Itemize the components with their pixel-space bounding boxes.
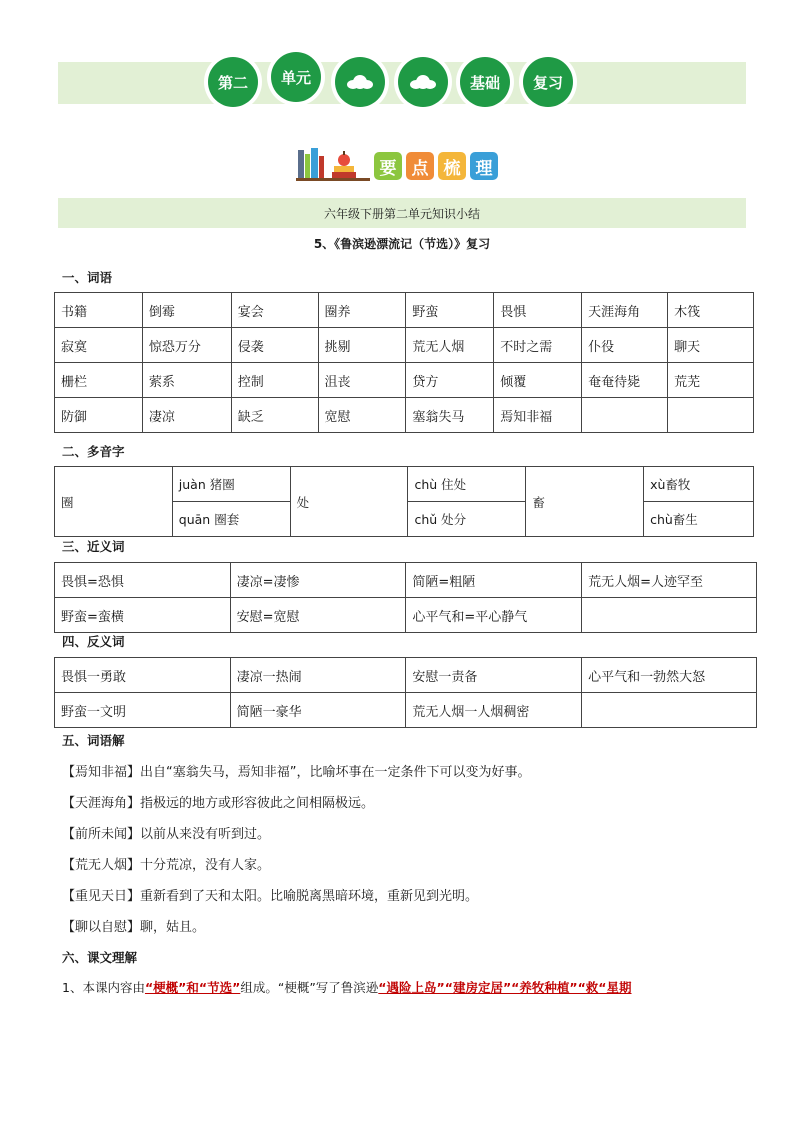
header-circle-4	[394, 53, 452, 111]
table-cell: 焉知非福	[494, 398, 582, 433]
antonyms-table	[54, 657, 757, 728]
section-heading-synonyms: 三、近义词	[62, 539, 125, 554]
table-cell: 控制	[231, 363, 318, 398]
polyphone-table	[54, 466, 754, 537]
synonyms-table	[54, 562, 757, 633]
section-heading-understanding: 六、课文理解	[62, 950, 138, 965]
table-cell: 畏惧一勇敢	[55, 658, 231, 693]
explanation-line-5: 【重见天日】重新看到了天和太阳。比喻脱离黑暗环境，重新见到光明。	[62, 889, 479, 904]
table-cell: 荒无人烟	[406, 328, 494, 363]
logo-tile-1: 要	[374, 152, 402, 180]
table-cell: 奄奄待毙	[582, 363, 668, 398]
polyphone-reading: chù畜生	[644, 502, 754, 537]
section-heading-antonyms: 四、反义词	[62, 634, 125, 649]
polyphone-reading: chǔ 处分	[408, 502, 526, 537]
understanding-text: 1、本课内容由	[62, 980, 145, 995]
header-circle-6	[519, 53, 577, 111]
understanding-line-1	[62, 978, 632, 996]
table-cell: 倾覆	[494, 363, 582, 398]
table-cell	[668, 398, 754, 433]
logo-tile-2: 点	[406, 152, 434, 180]
header-circle-text-1: 第二	[208, 57, 258, 107]
table-cell: 畏惧=恐惧	[55, 563, 231, 598]
logo-tile-4: 理	[470, 152, 498, 180]
table-cell: 简陋一豪华	[230, 693, 406, 728]
books-icon	[296, 146, 370, 182]
table-cell: 不时之需	[494, 328, 582, 363]
table-cell: 防御	[55, 398, 143, 433]
table-cell: 天涯海角	[582, 293, 668, 328]
table-cell: 贷方	[406, 363, 494, 398]
table-cell: 倒霉	[142, 293, 231, 328]
subtitle-bar	[58, 198, 746, 228]
lesson-title: 5、《鲁滨逊漂流记（节选）》复习	[313, 237, 491, 251]
header-circle-text-2: 单元	[271, 52, 321, 102]
table-cell: 简陋=粗陋	[406, 563, 582, 598]
header-circle-text-6: 复习	[523, 57, 573, 107]
table-cell: 凄凉一热闹	[230, 658, 406, 693]
table-row	[55, 328, 754, 363]
header-circle-text-5: 基础	[460, 57, 510, 107]
polyphone-reading: quān 圈套	[172, 502, 290, 537]
explanation-line-6: 【聊以自慰】聊，姑且。	[62, 920, 206, 935]
table-cell: 畏惧	[494, 293, 582, 328]
table-cell: 书籍	[55, 293, 143, 328]
table-cell: 萦系	[142, 363, 231, 398]
table-row	[55, 658, 757, 693]
table-cell: 惊恐万分	[142, 328, 231, 363]
answer-highlight: “梗概”和“节选”	[144, 980, 241, 995]
polyphone-char: 处	[290, 467, 408, 537]
table-row	[55, 293, 754, 328]
polyphone-reading: chù 住处	[408, 467, 526, 502]
explanation-line-2: 【天涯海角】指极远的地方或形容彼此之间相隔极远。	[62, 796, 375, 811]
table-cell: 安慰=宽慰	[230, 598, 406, 633]
table-cell	[582, 693, 757, 728]
header-circle-5	[456, 53, 514, 111]
table-cell: 宽慰	[318, 398, 406, 433]
table-cell: 凄凉	[142, 398, 231, 433]
table-cell: 圈养	[318, 293, 406, 328]
table-cell	[582, 598, 757, 633]
table-cell: 宴会	[231, 293, 318, 328]
table-cell: 凄凉=凄惨	[230, 563, 406, 598]
header-circle-3	[331, 53, 389, 111]
table-cell: 荒芜	[668, 363, 754, 398]
table-cell: 安慰一责备	[406, 658, 582, 693]
table-cell: 野蛮一文明	[55, 693, 231, 728]
explanation-line-1: 【焉知非福】出自“塞翁失马，焉知非福”，比喻坏事在一定条件下可以变为好事。	[62, 765, 531, 780]
table-row	[55, 563, 757, 598]
table-cell: 挑剔	[318, 328, 406, 363]
table-cell: 沮丧	[318, 363, 406, 398]
table-row	[55, 693, 757, 728]
table-cell: 心平气和=平心静气	[406, 598, 582, 633]
table-cell: 缺乏	[231, 398, 318, 433]
table-cell: 野蛮=蛮横	[55, 598, 231, 633]
table-cell	[582, 398, 668, 433]
table-cell: 仆役	[582, 328, 668, 363]
logo-tile-3: 梳	[438, 152, 466, 180]
table-cell: 栅栏	[55, 363, 143, 398]
table-row	[55, 363, 754, 398]
table-row	[55, 598, 757, 633]
header-circle-1	[204, 53, 262, 111]
words-table	[54, 292, 754, 433]
table-row	[55, 398, 754, 433]
explanation-line-3: 【前所未闻】以前从来没有听到过。	[62, 827, 271, 842]
polyphone-reading: xù畜牧	[644, 467, 754, 502]
cloud-icon	[410, 75, 436, 89]
polyphone-char: 畜	[526, 467, 644, 537]
answer-highlight: “遇险上岛”“建房定居”“养牧种植”“救“星期	[378, 980, 632, 995]
cloud-icon	[347, 75, 373, 89]
table-cell: 侵袭	[231, 328, 318, 363]
understanding-text: 组成。“梗概”写了鲁滨逊	[240, 980, 379, 995]
table-cell: 寂寞	[55, 328, 143, 363]
table-cell: 荒无人烟一人烟稠密	[406, 693, 582, 728]
explanation-line-4: 【荒无人烟】十分荒凉，没有人家。	[62, 858, 271, 873]
section-heading-polyphones: 二、多音字	[62, 444, 125, 459]
table-cell: 心平气和一勃然大怒	[582, 658, 757, 693]
key-points-logo	[296, 146, 506, 186]
table-cell: 塞翁失马	[406, 398, 494, 433]
table-cell: 聊天	[668, 328, 754, 363]
header-circle-2	[267, 48, 325, 106]
table-cell: 木筏	[668, 293, 754, 328]
polyphone-reading: juàn 猪圈	[172, 467, 290, 502]
table-cell: 野蛮	[406, 293, 494, 328]
section-heading-explanations: 五、词语解	[62, 733, 125, 748]
table-cell: 荒无人烟=人迹罕至	[582, 563, 757, 598]
polyphone-char: 圈	[55, 467, 173, 537]
section-heading-words: 一、词语	[62, 270, 113, 285]
subtitle: 六年级下册第二单元知识小结	[323, 206, 480, 221]
